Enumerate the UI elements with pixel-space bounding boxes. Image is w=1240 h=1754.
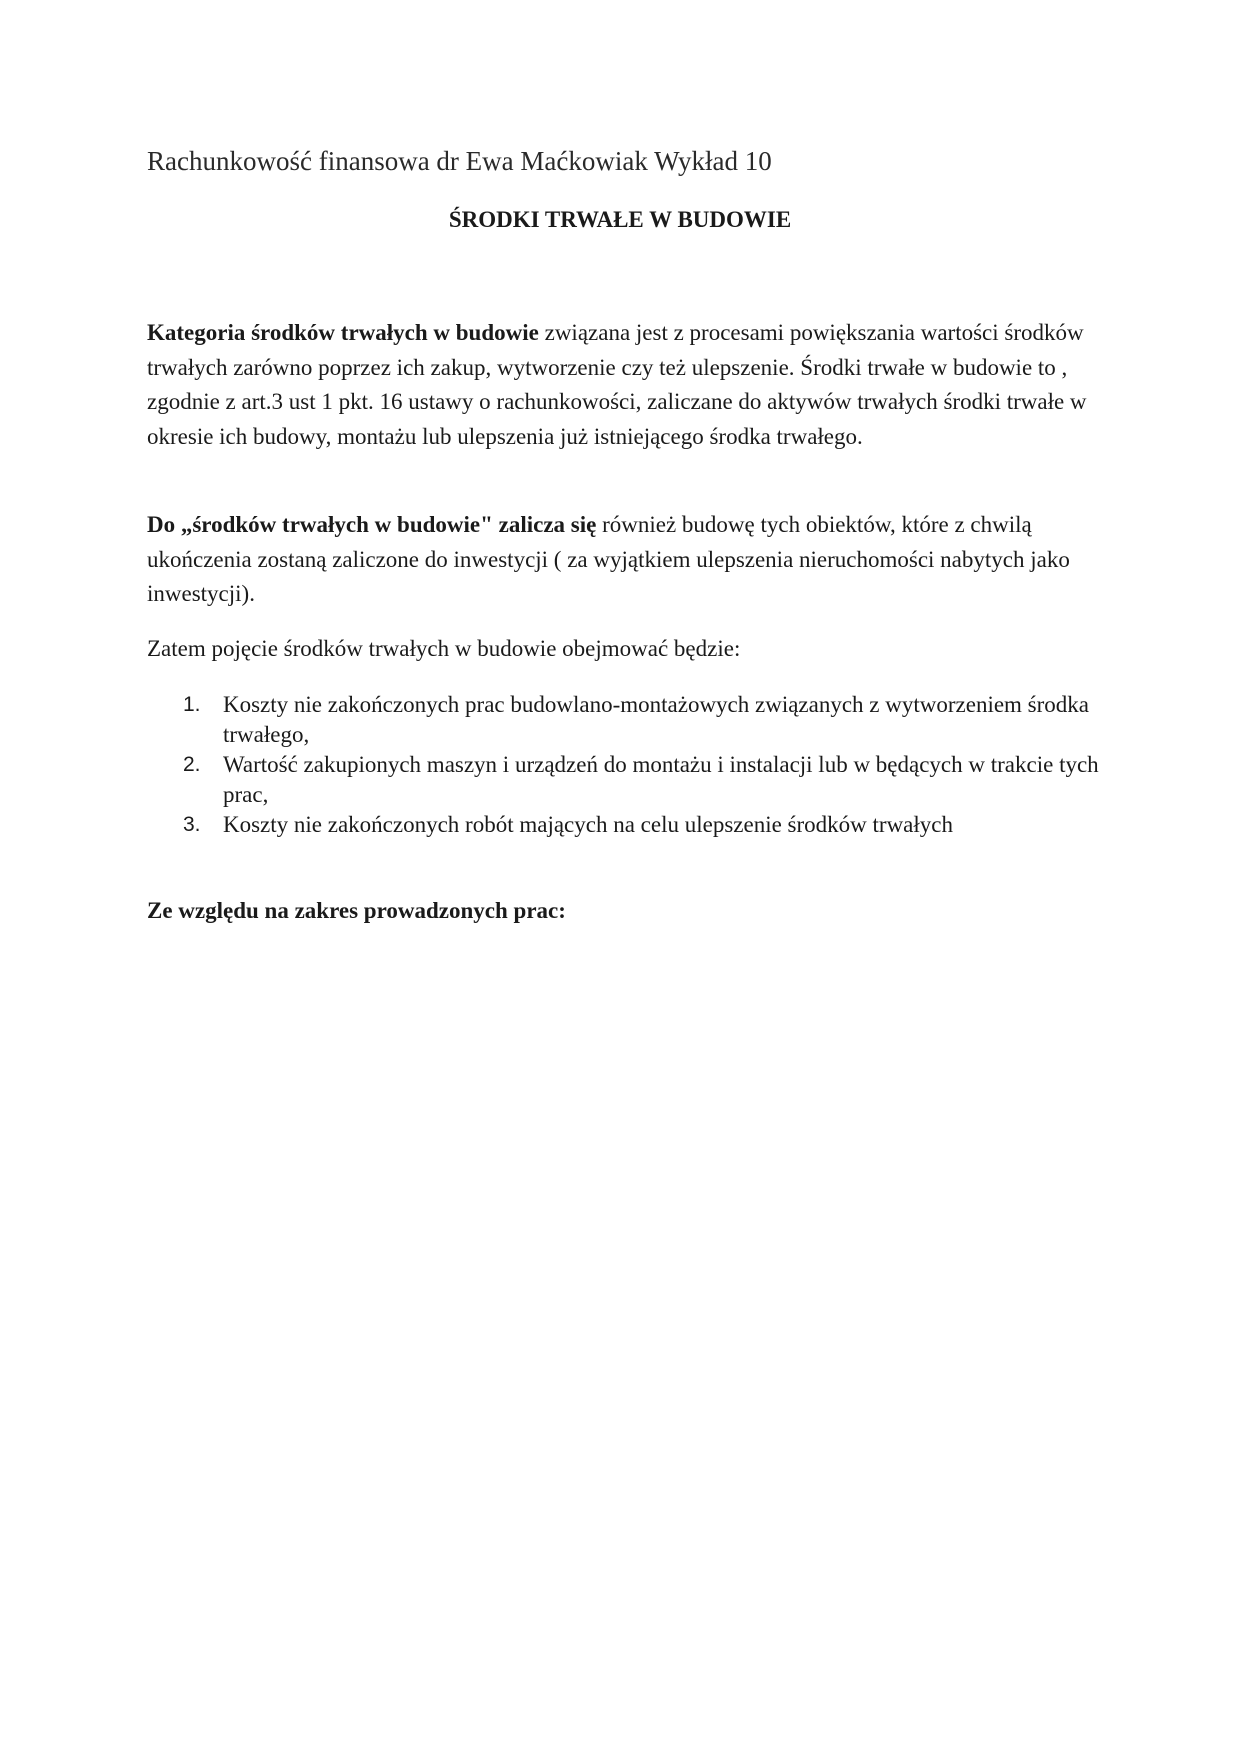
list-item xyxy=(147,690,1107,750)
numbered-list xyxy=(147,690,1107,840)
document-header: Rachunkowość finansowa dr Ewa Maćkowiak Wykład 10 xyxy=(147,146,772,176)
list-item-text: Wartość zakupionych maszyn i urządzeń do montażu i instalacji lub w będących w trakcie tych prac, xyxy=(223,752,1099,807)
paragraph-list-intro xyxy=(147,632,1107,667)
list-item xyxy=(147,810,1107,840)
document-title-text: ŚRODKI TRWAŁE W BUDOWIE xyxy=(448,207,792,232)
paragraph-text: Zatem pojęcie środków trwałych w budowie obejmować będzie: xyxy=(147,636,741,661)
list-item xyxy=(147,750,1107,810)
list-item-number: 3. xyxy=(183,813,201,836)
list-item-number: 2. xyxy=(183,753,201,776)
section-heading: Ze względu na zakres prowadzonych prac: xyxy=(147,898,566,923)
paragraph-inclusion xyxy=(147,508,1107,612)
list-item-text: Koszty nie zakończonych robót mających na celu ulepszenie środków trwałych xyxy=(223,812,953,837)
paragraph-definition xyxy=(147,316,1107,454)
document-title xyxy=(0,207,1240,233)
paragraph-bold-lead: Do „środków trwałych w budowie" zalicza się xyxy=(147,512,597,537)
paragraph-text: również budowę tych obiektów, które z chwilą ukończenia zostaną zaliczone do inwestycji ( za wyjątkiem ulepszenia nieruchomości nabytych jako inwestycji). xyxy=(147,512,1070,606)
list-item-number: 1. xyxy=(183,693,201,716)
paragraph-text: związana jest z procesami powiększania wartości środków trwałych zarówno poprzez ich zakup, wytworzenie czy też ulepszenie. Środki trwałe w budowie to , zgodnie z art.3 ust 1 pkt. 16 ustawy o rachunkowości, zaliczane do aktywów trwałych środki trwałe w okresie ich budowy, montażu lub ulepszenia już istniejącego środka trwałego. xyxy=(147,320,1087,449)
list-item-text: Koszty nie zakończonych prac budowlano-montażowych związanych z wytworzeniem środka trwałego, xyxy=(223,692,1090,747)
paragraph-bold-lead: Kategoria środków trwałych w budowie xyxy=(147,320,539,345)
